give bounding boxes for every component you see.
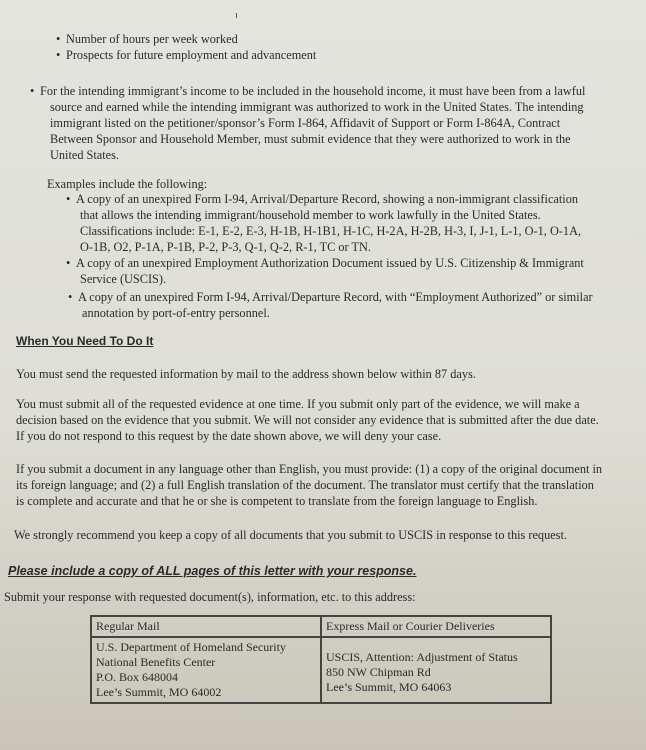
stray-mark [236,13,237,18]
regular-mail-header: Regular Mail [91,616,321,637]
submit-address-line: Submit your response with requested document(s), information, etc. to this address: [4,590,416,604]
bullet-prospects: • Prospects for future employment and advancement [56,48,317,62]
examples-intro: Examples include the following: [47,177,208,191]
section-heading-when: When You Need To Do It [16,334,154,348]
paragraph-deadline: You must send the requested information by mail to the address shown below within 87 days. [16,367,476,381]
include-copy-heading: Please include a copy of ALL pages of this letter with your response. [8,564,417,578]
express-mail-header: Express Mail or Courier Deliveries [321,616,551,637]
paragraph-submit-all: You must submit all of the requested evidence at one time. If you submit only part of the evidence, we will make a decision based on the evidence that you submit. We will not consider any evidence that is submitted after the due date. If you do not respond to this request by the date shown above, we will deny your case. [16,397,599,443]
mailing-address-table [90,615,552,704]
regular-mail-address: U.S. Department of Homeland Security National Benefits Center P.O. Box 648004 Lee’s Summit, MO 64002 [91,637,321,703]
paragraph-keep-copy: We strongly recommend you keep a copy of all documents that you submit to USCIS in response to this request. [14,528,567,542]
express-mail-address: USCIS, Attention: Adjustment of Status 850 NW Chipman Rd Lee’s Summit, MO 64063 [321,637,551,703]
example-item-i94-nonimmigrant: • A copy of an unexpired Form I-94, Arrival/Departure Record, showing a non-immigrant classification that allows the intending immigrant/household member to work lawfully in the United States. Classifications include: E-1, E-2, E-3, H-1B, H-1B1, H-1C, H-2A, H-2B, H-3, I, J-1, L-1, O-1, O-1A, O-1B, O2, P-1A, P-1B, P-2, P-3, Q-1, Q-2, R-1, TC or TN. [66,192,582,254]
example-item-i94-authorized: • A copy of an unexpired Form I-94, Arrival/Departure Record, with “Employment Authorized” or similar annotation by port-of-entry personnel. [68,290,593,320]
example-item-ead: • A copy of an unexpired Employment Authorization Document issued by U.S. Citizenship & Immigrant Service (USCIS). [66,256,584,286]
income-paragraph: • For the intending immigrant’s income to be included in the household income, it must have been from a lawful source and earned while the intending immigrant was authorized to work in the United States. The intending immigrant listed on the petitioner/sponsor’s Form I-864, Affidavit of Support or Form I-864A, Contract Between Sponsor and Household Member, must submit evidence that they were authorized to work in the United States. [30,84,586,162]
bullet-hours: • Number of hours per week worked [56,32,238,46]
paragraph-translation: If you submit a document in any language other than English, you must provide: (1) a copy of the original document in its foreign language; and (2) a full English translation of the document. The translator must certify that the translation is complete and accurate and that he or she is competent to translate from the foreign language to English. [16,462,603,508]
